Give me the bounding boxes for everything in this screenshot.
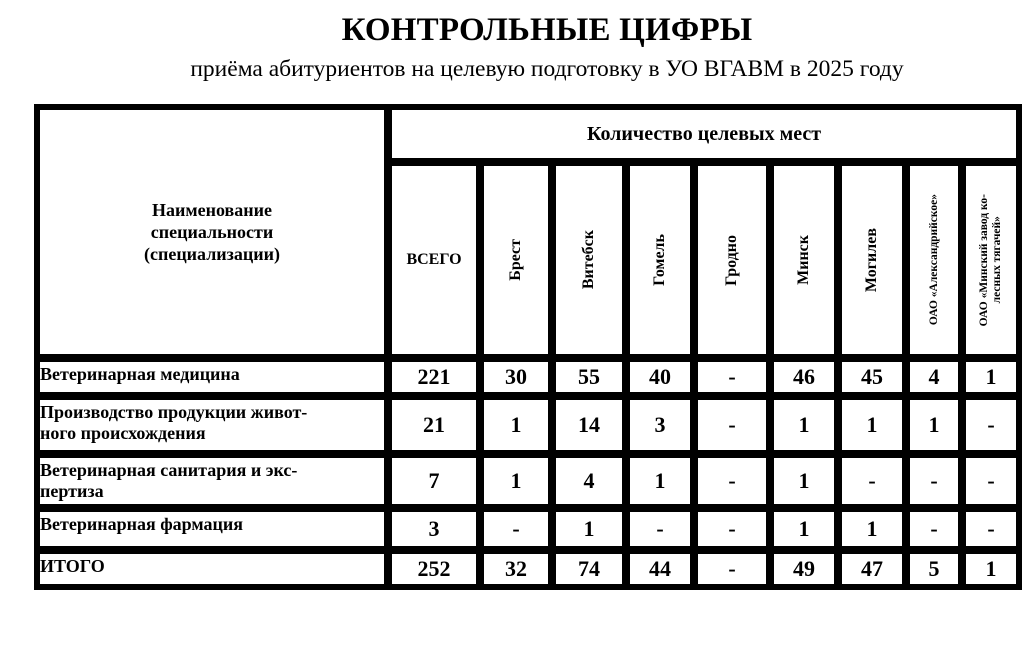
region-label-mogilev: Могилев <box>863 227 880 293</box>
row-value-cell: 44 <box>628 552 692 586</box>
row-value-cell: - <box>964 510 1018 548</box>
row-total-cell: 7 <box>390 456 478 506</box>
row-value-cell: 49 <box>772 552 836 586</box>
region-label-gomel: Гомель <box>651 234 668 286</box>
row-value-cell: - <box>908 456 960 506</box>
region-label-brest: Брест <box>507 239 524 281</box>
row-value-cell: - <box>840 456 904 506</box>
row-value-cell: - <box>908 510 960 548</box>
row-value-cell: 4 <box>554 456 624 506</box>
row-value-cell: - <box>482 510 550 548</box>
row-value-cell: 5 <box>908 552 960 586</box>
org-label-mzkt-line2: лесных тягачей» <box>991 216 1003 304</box>
row-value-cell: 1 <box>840 510 904 548</box>
row-value-cell: 30 <box>482 360 550 394</box>
row-value-cell: - <box>628 510 692 548</box>
row-value-cell: - <box>696 398 768 452</box>
row-value-cell: - <box>964 456 1018 506</box>
page-subtitle: приёма абитуриентов на целевую подготовку в УО ВГАВМ в 2025 году <box>190 56 904 82</box>
row-name <box>38 456 386 506</box>
row-value-cell: 1 <box>772 398 836 452</box>
row-value-cell: 1 <box>964 360 1018 394</box>
row-value-cell: 1 <box>840 398 904 452</box>
row-total-cell: 3 <box>390 510 478 548</box>
org-label-aleksandriyskoe: ОАО «Александрийское» <box>927 194 940 326</box>
row-value-cell: 4 <box>908 360 960 394</box>
row-total-cell: 252 <box>390 552 478 586</box>
row-value-cell: 1 <box>964 552 1018 586</box>
row-name <box>38 510 386 548</box>
region-header-vitebsk <box>554 164 624 356</box>
row-name-line1: Ветеринарная медицина <box>40 364 240 384</box>
total-column-header: ВСЕГО <box>390 164 478 356</box>
row-value-cell: 46 <box>772 360 836 394</box>
row-value-cell: 40 <box>628 360 692 394</box>
specialty-header <box>38 108 386 356</box>
region-header-gomel <box>628 164 692 356</box>
row-value-cell: 14 <box>554 398 624 452</box>
row-value-cell: 3 <box>628 398 692 452</box>
row-total-cell: 21 <box>390 398 478 452</box>
row-value-cell: - <box>696 360 768 394</box>
page-title: КОНТРОЛЬНЫЕ ЦИФРЫ <box>341 12 753 48</box>
row-name <box>38 398 386 452</box>
row-value-cell: - <box>696 456 768 506</box>
row-total-cell: 221 <box>390 360 478 394</box>
row-name-line1: Ветеринарная санитария и экс- <box>40 460 298 480</box>
row-name-line2: пертиза <box>40 481 104 501</box>
row-value-cell: 55 <box>554 360 624 394</box>
row-name-line1: Производство продукции живот- <box>40 402 308 422</box>
row-value-cell: 32 <box>482 552 550 586</box>
region-label-minsk: Минск <box>795 235 812 285</box>
row-value-cell: - <box>696 552 768 586</box>
row-value-cell: 47 <box>840 552 904 586</box>
row-value-cell: 1 <box>482 398 550 452</box>
org-header-aleksandriyskoe <box>908 164 960 356</box>
row-value-cell: 1 <box>772 456 836 506</box>
region-header-brest <box>482 164 550 356</box>
row-value-cell: 74 <box>554 552 624 586</box>
org-header-mzkt <box>964 164 1018 356</box>
org-label-mzkt <box>978 194 1004 326</box>
row-value-cell: 1 <box>628 456 692 506</box>
region-header-mogilev <box>840 164 904 356</box>
row-value-cell: - <box>964 398 1018 452</box>
specialty-header-line3: (специализации) <box>143 244 281 264</box>
specialty-header-line2: специальности <box>150 222 274 242</box>
region-header-minsk <box>772 164 836 356</box>
row-name <box>38 552 386 586</box>
region-header-grodno <box>696 164 768 356</box>
targets-table <box>34 104 1022 590</box>
specialty-header-line1: Наименование <box>152 200 272 220</box>
row-name-line1: Ветеринарная фармация <box>40 514 244 534</box>
row-value-cell: 1 <box>482 456 550 506</box>
region-label-grodno: Гродно <box>723 234 740 286</box>
quantity-header: Количество целевых мест <box>390 108 1018 160</box>
row-name-line2: ного происхождения <box>40 423 206 443</box>
row-name-line1: ИТОГО <box>40 556 105 576</box>
row-value-cell: 45 <box>840 360 904 394</box>
row-name <box>38 360 386 394</box>
row-value-cell: 1 <box>772 510 836 548</box>
row-value-cell: 1 <box>908 398 960 452</box>
row-value-cell: 1 <box>554 510 624 548</box>
org-label-mzkt-line1: ОАО «Минский завод ко- <box>978 193 990 327</box>
region-label-vitebsk: Витебск <box>580 230 597 290</box>
row-value-cell: - <box>696 510 768 548</box>
